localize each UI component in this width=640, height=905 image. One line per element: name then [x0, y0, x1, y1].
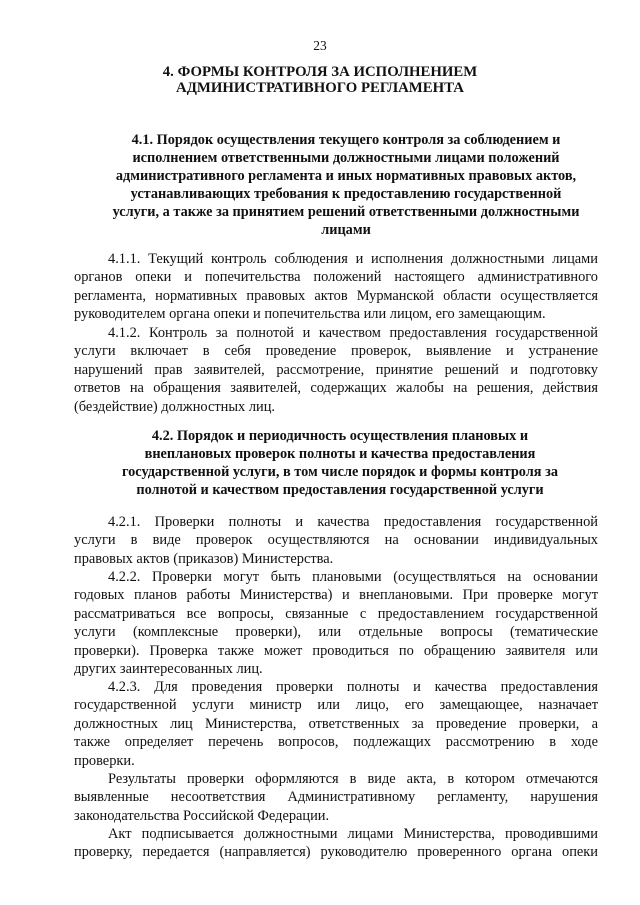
paragraph-line: услуги (комплексные проверки), или отдельные вопросы (тематические: [74, 624, 598, 641]
paragraph-line: 4.1.2. Контроль за полнотой и качеством предоставления государственной: [108, 325, 598, 341]
heading-line: административного регламента и иных нормативных правовых актов,: [115, 168, 577, 184]
paragraph-line: услуги включает в себя проведение проверок, выявление и устранение: [74, 343, 598, 360]
paragraph-4-2-1: [74, 513, 598, 568]
paragraph-line: 4.1.1. Текущий контроль соблюдения и исполнения должностными лицами: [108, 251, 598, 267]
heading-line: внеплановых проверок полноты и качества предоставления: [144, 446, 536, 462]
paragraph-results: [74, 770, 598, 825]
paragraph-line: проверки). Проверка также может проводиться по обращению заявителя или: [74, 642, 598, 659]
heading-line: 4.2. Порядок и периодичность осуществления плановых и: [151, 428, 529, 444]
chapter-title-line: 4. ФОРМЫ КОНТРОЛЯ ЗА ИСПОЛНЕНИЕМ: [162, 64, 478, 80]
paragraph-line: руководителем органа опеки и попечительства или лицом, его замещающим.: [74, 306, 546, 323]
paragraph-line: рассматриваться все вопросы, связанные с предоставлением государственной: [74, 605, 598, 622]
paragraph-4-1-2: [74, 324, 598, 416]
heading-line: полнотой и качеством предоставления государственной услуги: [136, 482, 544, 498]
paragraph-act: [74, 825, 598, 862]
paragraph-line: должностных лиц Министерства, ответственных за проведение проверки, а: [74, 715, 598, 732]
paragraph-line: Акт подписывается должностными лицами Министерства, проводившими: [108, 826, 598, 842]
paragraph-line: правовых актов (приказов) Министерства.: [74, 550, 334, 567]
paragraph-4-2-3: [74, 678, 598, 770]
paragraph-4-1-1: [74, 250, 598, 324]
heading-line: исполнением ответственными должностными лицами положений: [132, 150, 560, 166]
chapter-title-line: АДМИНИСТРАТИВНОГО РЕГЛАМЕНТА: [176, 80, 464, 96]
paragraph-line: 4.2.2. Проверки могут быть плановыми (осуществляться на основании: [108, 569, 598, 585]
heading-line: услуги, а также за принятием решений ответственными должностными: [112, 204, 580, 220]
paragraph-line: законодательства Российской Федерации.: [74, 807, 330, 824]
paragraph-line: также определяет перечень вопросов, подлежащих рассмотрению в ходе: [74, 734, 598, 751]
heading-line: лицами: [321, 222, 371, 238]
paragraph-4-2-2: [74, 568, 598, 678]
paragraph-line: Результаты проверки оформляются в виде акта, в котором отмечаются: [108, 771, 598, 787]
heading-line: 4.1. Порядок осуществления текущего контроля за соблюдением и: [131, 132, 561, 148]
paragraph-line: 4.2.1. Проверки полноты и качества предоставления государственной: [108, 514, 598, 530]
paragraph-line: органов опеки и попечительства положений настоящего административного: [74, 269, 598, 286]
page-number: 23: [313, 38, 327, 53]
paragraph-line: проверку, передается (направляется) руководителю проверенного органа опеки: [74, 844, 598, 861]
paragraph-line: ответов на обращения заявителей, содержащих жалобы на решения, действия: [74, 380, 598, 397]
heading-line: устанавливающих требования к предоставлению государственной: [130, 186, 562, 202]
heading-line: государственной услуги, в том числе порядок и формы контроля за: [122, 464, 558, 480]
paragraph-line: государственной услуги министр или лицо, его замещающее, назначает: [74, 697, 598, 714]
paragraph-line: (бездействие) должностных лиц.: [74, 398, 275, 415]
paragraph-line: регламента, нормативных правовых актов Мурманской области осуществляется: [74, 287, 598, 304]
paragraph-line: нарушений прав заявителей, рассмотрение, принятие решений и подготовку: [74, 361, 598, 378]
paragraph-line: других заинтересованных лиц.: [74, 661, 263, 678]
paragraph-line: проверки.: [74, 752, 135, 769]
section-heading-4-1: [108, 131, 584, 239]
paragraph-line: услуги в виде проверок осуществляются на основании индивидуальных: [74, 532, 598, 549]
paragraph-line: годовых планов работы Министерства) и внеплановыми. При проверке могут: [74, 587, 598, 604]
chapter-title: [120, 64, 520, 96]
section-heading-4-2: [96, 427, 584, 499]
paragraph-line: 4.2.3. Для проведения проверки полноты и качества предоставления: [108, 679, 598, 695]
paragraph-line: выявленные несоответствия Административному регламенту, нарушения: [74, 789, 598, 806]
